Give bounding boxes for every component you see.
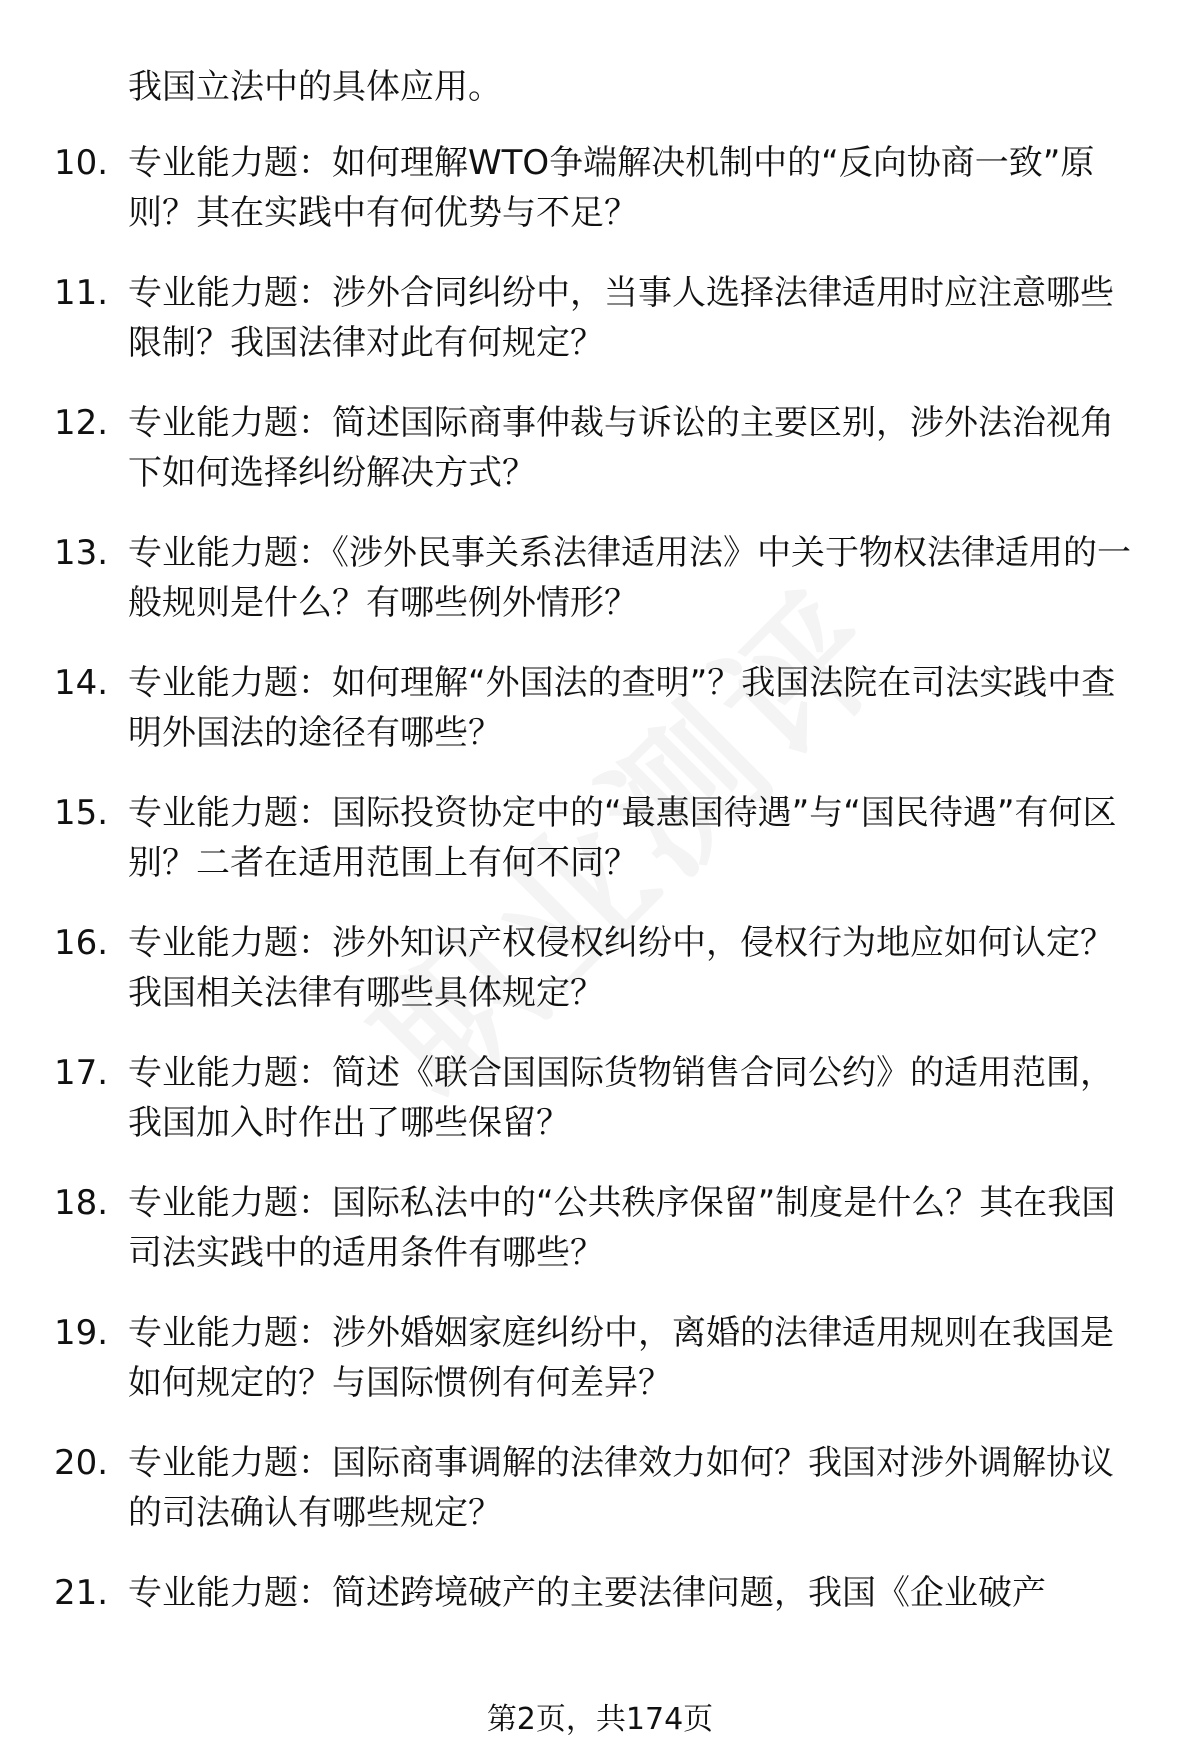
question-text: 专业能力题：简述国际商事仲裁与诉讼的主要区别，涉外法治视角下如何选择纠纷解决方式？ [128, 403, 1114, 493]
question-number: 14. [54, 663, 109, 703]
list-item [0, 788, 1200, 918]
list-item [0, 1308, 1200, 1438]
continuation-text: 我国立法中的具体应用。 [128, 67, 502, 107]
question-number: 16. [54, 923, 109, 963]
list-item [0, 398, 1200, 528]
question-text: 专业能力题：涉外合同纠纷中，当事人选择法律适用时应注意哪些限制？我国法律对此有何规定？ [128, 273, 1114, 363]
question-number: 19. [54, 1313, 109, 1353]
question-text: 专业能力题：国际私法中的“公共秩序保留”制度是什么？其在我国司法实践中的适用条件有哪些？ [128, 1183, 1116, 1273]
question-text: 专业能力题：简述跨境破产的主要法律问题，我国《企业破产 [128, 1573, 1046, 1613]
question-text: 专业能力题：《涉外民事关系法律适用法》中关于物权法律适用的一般规则是什么？有哪些例外情形？ [128, 533, 1131, 623]
list-item [0, 1438, 1200, 1568]
question-number: 18. [54, 1183, 109, 1223]
list-item [0, 918, 1200, 1048]
question-number: 10. [54, 143, 109, 183]
question-text: 专业能力题：国际投资协定中的“最惠国待遇”与“国民待遇”有何区别？二者在适用范围上有何不同？ [128, 793, 1117, 883]
question-number: 21. [54, 1573, 109, 1613]
list-item [0, 1568, 1200, 1698]
question-number: 17. [54, 1053, 109, 1093]
list-item [0, 658, 1200, 788]
question-text: 专业能力题：国际商事调解的法律效力如何？我国对涉外调解协议的司法确认有哪些规定？ [128, 1443, 1114, 1533]
question-text: 专业能力题：简述《联合国国际货物销售合同公约》的适用范围，我国加入时作出了哪些保留？ [128, 1053, 1114, 1143]
list-item [0, 138, 1200, 268]
question-number: 15. [54, 793, 109, 833]
question-text: 专业能力题：如何理解WTO争端解决机制中的“反向协商一致”原则？其在实践中有何优势与不足？ [128, 143, 1095, 233]
list-item [0, 1178, 1200, 1308]
list-item [0, 268, 1200, 398]
question-text: 专业能力题：如何理解“外国法的查明”？我国法院在司法实践中查明外国法的途径有哪些？ [128, 663, 1116, 753]
question-list [0, 138, 1200, 1698]
question-number: 12. [54, 403, 109, 443]
list-item [0, 1048, 1200, 1178]
question-text: 专业能力题：涉外婚姻家庭纠纷中，离婚的法律适用规则在我国是如何规定的？与国际惯例有何差异？ [128, 1313, 1114, 1403]
page-footer: 第2页，共174页 [486, 1702, 714, 1737]
question-number: 11. [54, 273, 109, 313]
question-text: 专业能力题：涉外知识产权侵权纠纷中，侵权行为地应如何认定？我国相关法律有哪些具体规定？ [128, 923, 1114, 1013]
list-item [0, 528, 1200, 658]
question-number: 20. [54, 1443, 109, 1483]
question-number: 13. [54, 533, 109, 573]
